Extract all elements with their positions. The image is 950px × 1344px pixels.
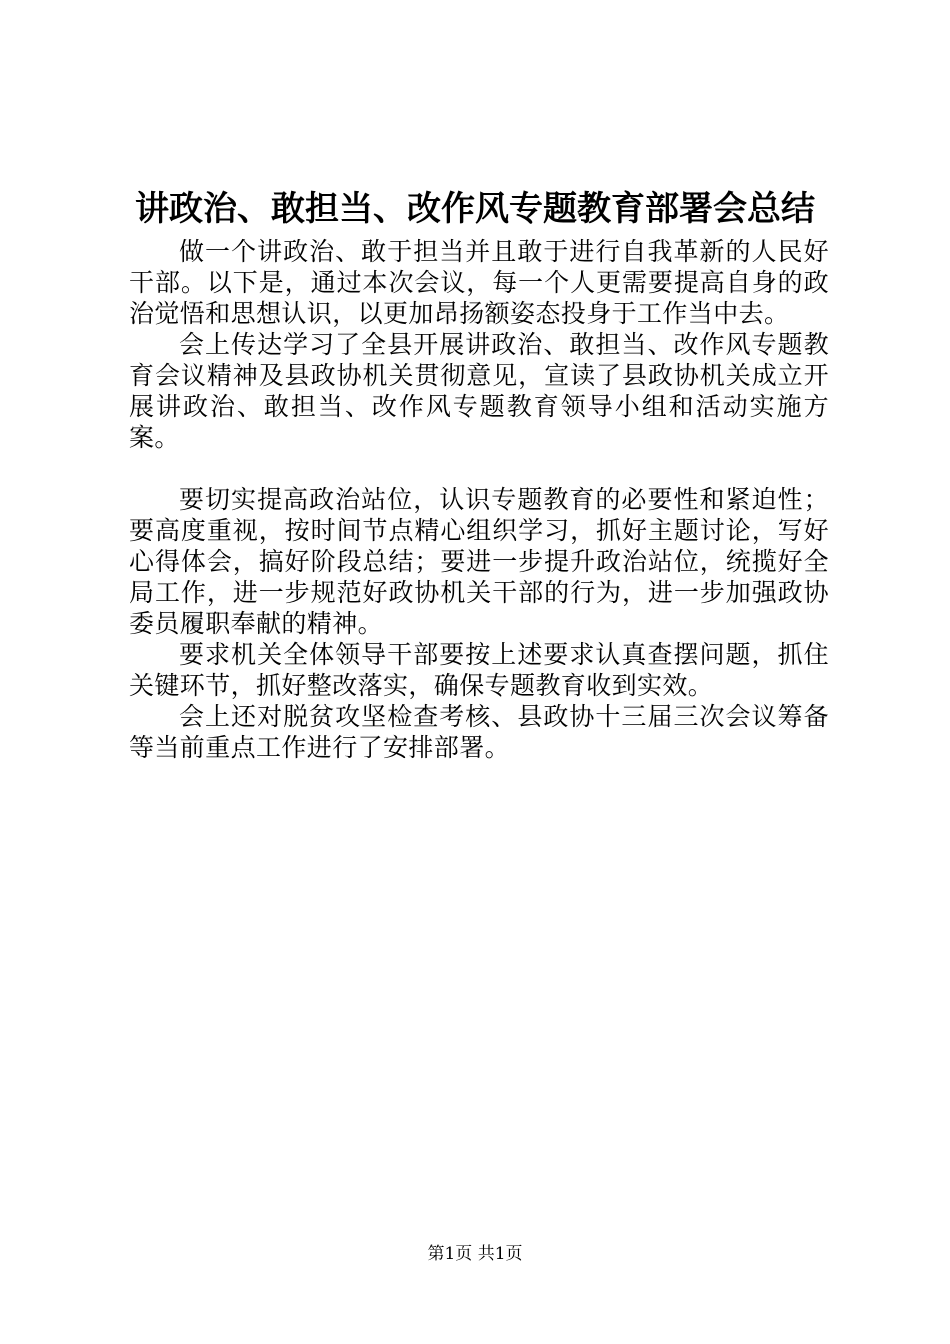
paragraph-4: 要求机关全体领导干部要按上述要求认真查摆问题，抓住关键环节，抓好整改落实，确保专题教育收到实效。 [129,640,829,700]
page-number-footer: 第1页 共1页 [427,1244,523,1264]
paragraph-1: 做一个讲政治、敢于担当并且敢于进行自我革新的人民好干部。以下是，通过本次会议，每一个人更需要提高自身的政治觉悟和思想认识，以更加昂扬额姿态投身于工作当中去。 [129,237,829,328]
document-body [129,236,829,763]
paragraph-2: 会上传达学习了全县开展讲政治、敢担当、改作风专题教育会议精神及县政协机关贯彻意见，宣读了县政协机关成立开展讲政治、敢担当、改作风专题教育领导小组和活动实施方案。 [129,330,829,452]
paragraph-3: 要切实提高政治站位，认识专题教育的必要性和紧迫性；要高度重视，按时间节点精心组织学习，抓好主题讨论，写好心得体会，搞好阶段总结；要进一步提升政治站位，统揽好全局工作，进一步规范好政协机关干部的行为，进一步加强政协委员履职奉献的精神。 [129,485,829,638]
paragraph-5: 会上还对脱贫攻坚检查考核、县政协十三届三次会议筹备等当前重点工作进行了安排部署。 [129,702,829,762]
paragraph-spacer [129,453,829,484]
document-title: 讲政治、敢担当、改作风专题教育部署会总结 [135,189,815,229]
